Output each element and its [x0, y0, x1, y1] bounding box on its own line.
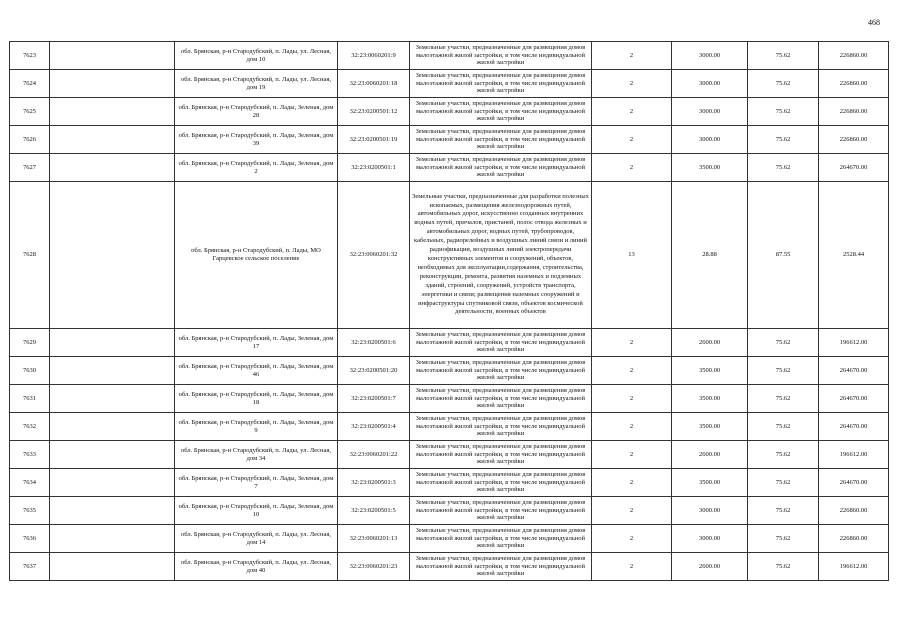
use-group-cell: 2 [592, 329, 672, 357]
area-cell: 3000.00 [672, 126, 748, 154]
address-cell: обл. Брянская, р-н Стародубский, п. Лады, Зеленая, дом 18 [175, 385, 338, 413]
use-group-cell: 2 [592, 413, 672, 441]
use-group-cell: 2 [592, 525, 672, 553]
address-cell: обл. Брянская, р-н Стародубский, п. Лады, Зеленая, дом 9 [175, 413, 338, 441]
area-cell: 3500.00 [672, 154, 748, 182]
empty-cell [50, 98, 175, 126]
row-number-cell: 7633 [10, 441, 50, 469]
area-cell: 3500.00 [672, 469, 748, 497]
page-number: 468 [868, 18, 880, 27]
row-number-cell: 7632 [10, 413, 50, 441]
cadastral-value-cell: 226860.00 [819, 497, 889, 525]
use-group-cell: 2 [592, 42, 672, 70]
land-use-purpose-cell: Земельные участки, предназначенные для размещения домов малоэтажной жилой застройки, в том числе индивидуальной жилой застройки [410, 385, 592, 413]
table-row [10, 98, 889, 126]
empty-cell [50, 441, 175, 469]
cadastral-number-cell: 32:23:0060201:22 [338, 441, 410, 469]
empty-cell [50, 182, 175, 329]
area-cell: 3500.00 [672, 357, 748, 385]
specific-value-cell: 75.62 [748, 469, 819, 497]
cadastral-number-cell: 32:23:0060201:32 [338, 182, 410, 329]
cadastral-value-cell: 226860.00 [819, 42, 889, 70]
empty-cell [50, 469, 175, 497]
area-cell: 28.88 [672, 182, 748, 329]
cadastral-number-cell: 32:23:0200501:3 [338, 469, 410, 497]
table-row [10, 42, 889, 70]
empty-cell [50, 154, 175, 182]
cadastral-number-cell: 32:23:0200501:19 [338, 126, 410, 154]
address-cell: обл. Брянская, р-н Стародубский, п. Лады, ул. Лесная, дом 19 [175, 70, 338, 98]
specific-value-cell: 75.62 [748, 525, 819, 553]
cadastral-number-cell: 32:23:0200501:4 [338, 413, 410, 441]
table-row [10, 469, 889, 497]
address-cell: обл. Брянская, р-н Стародубский, п. Лады, Зеленая, дом 2 [175, 154, 338, 182]
cadastral-registry-table [9, 41, 889, 581]
specific-value-cell: 75.62 [748, 154, 819, 182]
specific-value-cell: 75.62 [748, 98, 819, 126]
row-number-cell: 7637 [10, 553, 50, 581]
empty-cell [50, 525, 175, 553]
land-use-purpose-cell: Земельные участки, предназначенные для размещения домов малоэтажной жилой застройки, в том числе индивидуальной жилой застройки [410, 70, 592, 98]
empty-cell [50, 497, 175, 525]
area-cell: 2600.00 [672, 329, 748, 357]
empty-cell [50, 42, 175, 70]
table-row [10, 553, 889, 581]
empty-cell [50, 329, 175, 357]
land-use-purpose-cell: Земельные участки, предназначенные для размещения домов малоэтажной жилой застройки, в том числе индивидуальной жилой застройки [410, 413, 592, 441]
table-row [10, 525, 889, 553]
specific-value-cell: 75.62 [748, 357, 819, 385]
land-use-purpose-cell: Земельные участки, предназначенные для размещения домов малоэтажной жилой застройки, в том числе индивидуальной жилой застройки [410, 154, 592, 182]
specific-value-cell: 75.62 [748, 42, 819, 70]
area-cell: 3000.00 [672, 70, 748, 98]
land-use-purpose-cell: Земельные участки, предназначенные для размещения домов малоэтажной жилой застройки, в том числе индивидуальной жилой застройки [410, 553, 592, 581]
cadastral-number-cell: 32:23:0060201:9 [338, 42, 410, 70]
row-number-cell: 7635 [10, 497, 50, 525]
table-row [10, 182, 889, 329]
cadastral-number-cell: 32:23:0060201:23 [338, 553, 410, 581]
land-use-purpose-cell: Земельные участки, предназначенные для разработки полезных ископаемых, размещения железнодорожных путей, автомобильных дорог, искусственно созданных внутренних водных путей, причалов, пристаней, полос отвода железных и автомобильных дорог, водных путей, трубопроводов, кабельных, радиорелейных и воздушных линий связи и линий радиофикации, воздушных линий электропередачи конструктивных элементов и сооружений, объектов, необходимых для эксплуатации,содержания, строительства, реконструкции, ремонта, развития наземных и подземных зданий, строений, сооружений, устройств транспорта, энергетики и связи; размещения наземных сооружений и инфраструктуры спутниковой связи, объектов космической деятельности, военных объектов [410, 182, 592, 329]
empty-cell [50, 70, 175, 98]
specific-value-cell: 87.55 [748, 182, 819, 329]
specific-value-cell: 75.62 [748, 413, 819, 441]
specific-value-cell: 75.62 [748, 497, 819, 525]
table-row [10, 441, 889, 469]
address-cell: обл. Брянская, р-н Стародубский, п. Лады, Зеленая, дом 17 [175, 329, 338, 357]
row-number-cell: 7625 [10, 98, 50, 126]
area-cell: 3500.00 [672, 413, 748, 441]
area-cell: 3000.00 [672, 98, 748, 126]
empty-cell [50, 126, 175, 154]
use-group-cell: 2 [592, 385, 672, 413]
address-cell: обл. Брянская, р-н Стародубский, п. Лады, ул. Лесная, дом 10 [175, 42, 338, 70]
land-use-purpose-cell: Земельные участки, предназначенные для размещения домов малоэтажной жилой застройки, в том числе индивидуальной жилой застройки [410, 126, 592, 154]
cadastral-value-cell: 264670.00 [819, 385, 889, 413]
specific-value-cell: 75.62 [748, 385, 819, 413]
cadastral-value-cell: 226860.00 [819, 126, 889, 154]
specific-value-cell: 75.62 [748, 441, 819, 469]
cadastral-value-cell: 226860.00 [819, 525, 889, 553]
table-row [10, 154, 889, 182]
cadastral-number-cell: 32:23:0060201:13 [338, 525, 410, 553]
address-cell: обл. Брянская, р-н Стародубский, п. Лады, Зеленая, дом 10 [175, 497, 338, 525]
specific-value-cell: 75.62 [748, 70, 819, 98]
area-cell: 3000.00 [672, 497, 748, 525]
use-group-cell: 2 [592, 553, 672, 581]
address-cell: обл. Брянская, р-н Стародубский, п. Лады, Зеленая, дом 7 [175, 469, 338, 497]
cadastral-value-cell: 196612.00 [819, 329, 889, 357]
land-use-purpose-cell: Земельные участки, предназначенные для размещения домов малоэтажной жилой застройки, в том числе индивидуальной жилой застройки [410, 329, 592, 357]
use-group-cell: 2 [592, 98, 672, 126]
row-number-cell: 7624 [10, 70, 50, 98]
address-cell: обл. Брянская, р-н Стародубский, п. Лады, ул. Лесная, дом 14 [175, 525, 338, 553]
empty-cell [50, 357, 175, 385]
cadastral-value-cell: 2528.44 [819, 182, 889, 329]
address-cell: обл. Брянская, р-н Стародубский, п. Лады, Зеленая, дом 39 [175, 126, 338, 154]
use-group-cell: 2 [592, 357, 672, 385]
address-cell: обл. Брянская, р-н Стародубский, п. Лады, ул. Лесная, дом 34 [175, 441, 338, 469]
use-group-cell: 2 [592, 154, 672, 182]
address-cell: обл. Брянская, р-н Стародубский, п. Лады, Зеленая, дом 28 [175, 98, 338, 126]
land-use-purpose-cell: Земельные участки, предназначенные для размещения домов малоэтажной жилой застройки, в том числе индивидуальной жилой застройки [410, 98, 592, 126]
cadastral-number-cell: 32:23:0200501:5 [338, 497, 410, 525]
table-row [10, 126, 889, 154]
land-use-purpose-cell: Земельные участки, предназначенные для размещения домов малоэтажной жилой застройки, в том числе индивидуальной жилой застройки [410, 441, 592, 469]
address-cell: обл. Брянская, р-н Стародубский, п. Лады, Зеленая, дом 46 [175, 357, 338, 385]
cadastral-value-cell: 264670.00 [819, 357, 889, 385]
cadastral-number-cell: 32:23:0060201:18 [338, 70, 410, 98]
address-cell: обл. Брянская, р-н Стародубский, п. Лады, МО Гарцевское сельское поселение [175, 182, 338, 329]
cadastral-value-cell: 226860.00 [819, 98, 889, 126]
land-use-purpose-cell: Земельные участки, предназначенные для размещения домов малоэтажной жилой застройки, в том числе индивидуальной жилой застройки [410, 525, 592, 553]
area-cell: 2600.00 [672, 441, 748, 469]
use-group-cell: 2 [592, 126, 672, 154]
cadastral-value-cell: 196612.00 [819, 441, 889, 469]
cadastral-number-cell: 32:23:0200501:20 [338, 357, 410, 385]
table-row [10, 329, 889, 357]
cadastral-number-cell: 32:23:0200501:1 [338, 154, 410, 182]
cadastral-value-cell: 264670.00 [819, 413, 889, 441]
use-group-cell: 2 [592, 70, 672, 98]
table-row [10, 70, 889, 98]
table-row [10, 497, 889, 525]
specific-value-cell: 75.62 [748, 329, 819, 357]
cadastral-value-cell: 264670.00 [819, 469, 889, 497]
area-cell: 3500.00 [672, 385, 748, 413]
use-group-cell: 2 [592, 497, 672, 525]
row-number-cell: 7634 [10, 469, 50, 497]
specific-value-cell: 75.62 [748, 553, 819, 581]
cadastral-value-cell: 196612.00 [819, 553, 889, 581]
row-number-cell: 7631 [10, 385, 50, 413]
land-use-purpose-cell: Земельные участки, предназначенные для размещения домов малоэтажной жилой застройки, в том числе индивидуальной жилой застройки [410, 42, 592, 70]
empty-cell [50, 385, 175, 413]
table-row [10, 413, 889, 441]
use-group-cell: 13 [592, 182, 672, 329]
specific-value-cell: 75.62 [748, 126, 819, 154]
land-use-purpose-cell: Земельные участки, предназначенные для размещения домов малоэтажной жилой застройки, в том числе индивидуальной жилой застройки [410, 497, 592, 525]
address-cell: обл. Брянская, р-н Стародубский, п. Лады, ул. Лесная, дом 40 [175, 553, 338, 581]
row-number-cell: 7636 [10, 525, 50, 553]
cadastral-value-cell: 264670.00 [819, 154, 889, 182]
row-number-cell: 7627 [10, 154, 50, 182]
cadastral-number-cell: 32:23:0200501:6 [338, 329, 410, 357]
area-cell: 3000.00 [672, 42, 748, 70]
empty-cell [50, 553, 175, 581]
row-number-cell: 7626 [10, 126, 50, 154]
land-use-purpose-cell: Земельные участки, предназначенные для размещения домов малоэтажной жилой застройки, в том числе индивидуальной жилой застройки [410, 469, 592, 497]
use-group-cell: 2 [592, 441, 672, 469]
empty-cell [50, 413, 175, 441]
row-number-cell: 7629 [10, 329, 50, 357]
row-number-cell: 7623 [10, 42, 50, 70]
table-row [10, 385, 889, 413]
area-cell: 2600.00 [672, 553, 748, 581]
land-use-purpose-cell: Земельные участки, предназначенные для размещения домов малоэтажной жилой застройки, в том числе индивидуальной жилой застройки [410, 357, 592, 385]
table-row [10, 357, 889, 385]
area-cell: 3000.00 [672, 525, 748, 553]
use-group-cell: 2 [592, 469, 672, 497]
row-number-cell: 7628 [10, 182, 50, 329]
cadastral-number-cell: 32:23:0200501:12 [338, 98, 410, 126]
cadastral-number-cell: 32:23:0200501:7 [338, 385, 410, 413]
row-number-cell: 7630 [10, 357, 50, 385]
cadastral-value-cell: 226860.00 [819, 70, 889, 98]
